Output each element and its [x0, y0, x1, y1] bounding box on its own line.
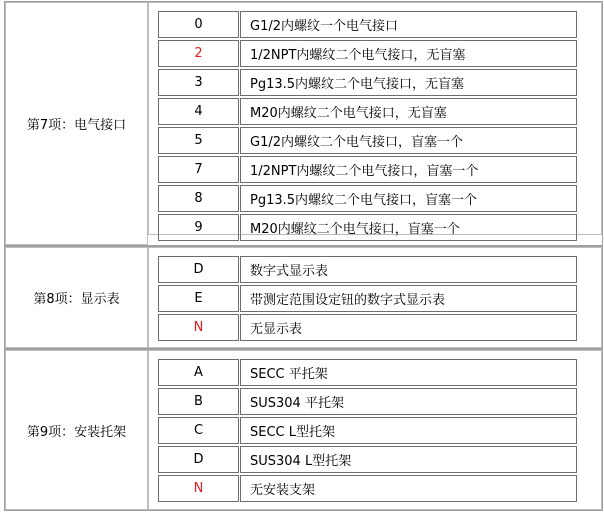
option-code: 7 [158, 156, 239, 183]
table-row [158, 359, 591, 386]
option-description: G1/2内螺纹二个电气接口，盲塞一个 [240, 127, 577, 154]
option-description: M20内螺纹二个电气接口，无盲塞 [240, 98, 577, 125]
option-description: Pg13.5内螺纹二个电气接口，盲塞一个 [240, 185, 577, 212]
option-description: Pg13.5内螺纹二个电气接口，无盲塞 [240, 69, 577, 96]
section-options [148, 2, 602, 235]
option-description: 数字式显示表 [240, 256, 577, 283]
section-label: 第9项：安装托架 [5, 350, 148, 510]
section-electrical-interface [5, 2, 602, 247]
option-code: 8 [158, 185, 239, 212]
option-description: M20内螺纹二个电气接口，盲塞一个 [240, 214, 577, 241]
table-row [158, 98, 591, 125]
table-row [158, 156, 591, 183]
option-description: 1/2NPT内螺纹二个电气接口，盲塞一个 [240, 156, 577, 183]
option-code: 3 [158, 69, 239, 96]
option-description: SUS304 L型托架 [240, 446, 577, 473]
option-code: B [158, 388, 239, 415]
table-row [158, 285, 591, 312]
option-code: N [158, 475, 239, 502]
option-code: D [158, 256, 239, 283]
option-code: D [158, 446, 239, 473]
option-description: SECC L型托架 [240, 417, 577, 444]
option-description: 带测定范围设定钮的数字式显示表 [240, 285, 577, 312]
option-code: E [158, 285, 239, 312]
section-label: 第7项：电气接口 [5, 2, 148, 245]
section-options [148, 247, 602, 348]
option-description: 1/2NPT内螺纹二个电气接口，无盲塞 [240, 40, 577, 67]
option-description: SECC 平托架 [240, 359, 577, 386]
table-row [158, 417, 591, 444]
table-row [158, 214, 591, 241]
table-row [158, 11, 591, 38]
spec-table [4, 1, 603, 511]
option-description: 无安装支架 [240, 475, 577, 502]
option-code: C [158, 417, 239, 444]
table-row [158, 314, 591, 341]
section-mounting-bracket [5, 350, 602, 510]
table-row [158, 127, 591, 154]
table-row [158, 40, 591, 67]
table-row [158, 256, 591, 283]
table-row [158, 475, 591, 502]
option-code: 0 [158, 11, 239, 38]
section-label: 第8项：显示表 [5, 247, 148, 348]
section-display-meter [5, 247, 602, 350]
option-code: N [158, 314, 239, 341]
option-code: A [158, 359, 239, 386]
option-code: 5 [158, 127, 239, 154]
table-row [158, 69, 591, 96]
option-description: SUS304 平托架 [240, 388, 577, 415]
option-description: G1/2内螺纹一个电气接口 [240, 11, 577, 38]
section-options [148, 350, 602, 510]
table-row [158, 388, 591, 415]
table-row [158, 185, 591, 212]
option-description: 无显示表 [240, 314, 577, 341]
option-code: 2 [158, 40, 239, 67]
table-row [158, 446, 591, 473]
option-code: 9 [158, 214, 239, 241]
option-code: 4 [158, 98, 239, 125]
